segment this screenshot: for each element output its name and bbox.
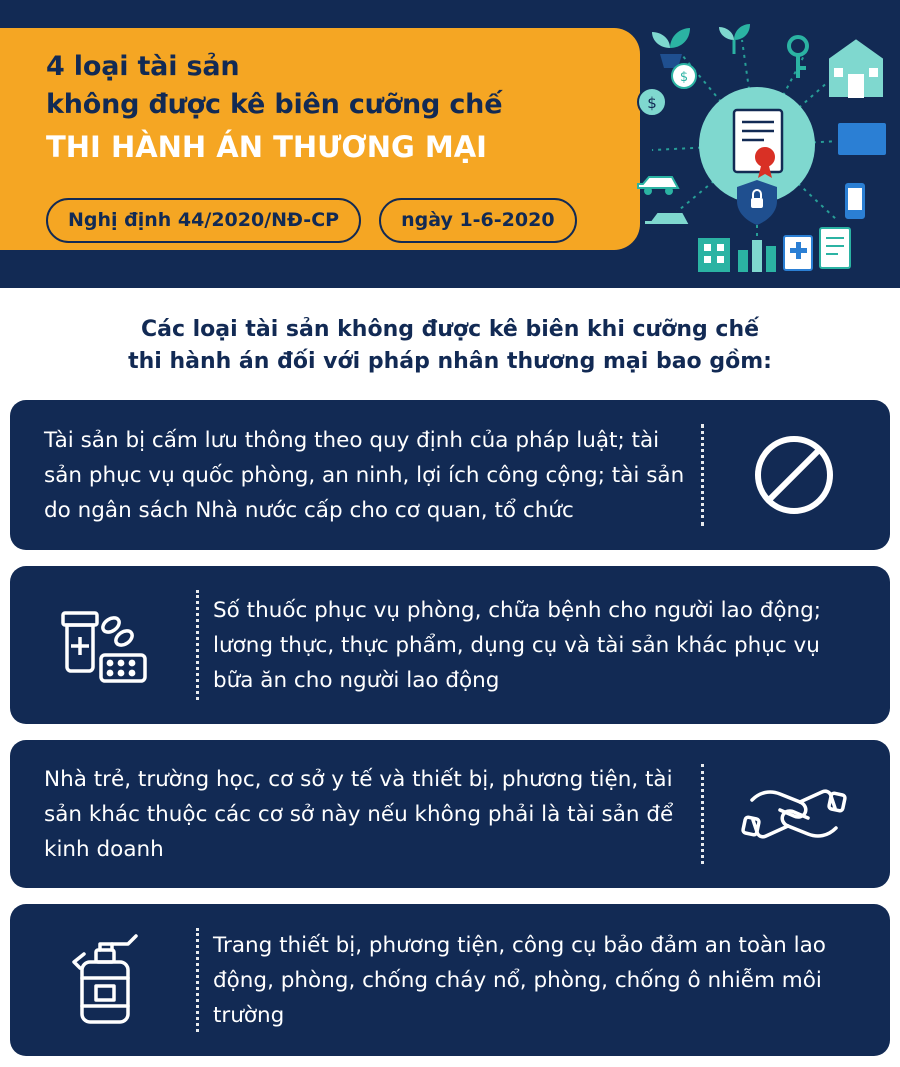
card-medicine-food [10, 566, 890, 724]
key-icon [789, 37, 807, 78]
house-icon [828, 38, 884, 98]
medicine-bottle-pills-icon [51, 591, 161, 699]
fire-extinguisher-icon [56, 928, 156, 1032]
intro-line2: thi hành án đối với pháp nhân thương mại bao gồm: [128, 349, 772, 374]
card-4-divider [196, 928, 199, 1032]
car-icon [644, 212, 690, 234]
card-1-text: Tài sản bị cấm lưu thông theo quy định của pháp luật; tài sản phục vụ quốc phòng, an ninh, lợi ích công cộng; tài sản do ngân sách Nhà nước cấp cho cơ quan, tổ chức [44, 427, 685, 523]
sprout-icon [719, 24, 750, 54]
svg-text:$: $ [647, 94, 657, 112]
card-4-text: Trang thiết bị, phương tiện, công cụ bảo đảm an toàn lao động, phòng, chống cháy nổ, phòng, chống ô nhiễm môi trường [213, 932, 826, 1028]
intro-text [40, 314, 860, 378]
card-1-divider [701, 424, 704, 526]
header [0, 0, 900, 288]
car-secondary-icon [638, 177, 678, 195]
health-document-icon [784, 236, 812, 270]
cards-list [0, 400, 900, 1056]
card-3-text: Nhà trẻ, trường học, cơ sở y tế và thiết bị, phương tiện, tài sản khác thuộc các cơ sở này nếu không phải là tài sản để kinh doanh [44, 766, 674, 862]
card-schools-clinics [10, 740, 890, 888]
header-title-line2: không được kê biên cưỡng chế [46, 89, 503, 120]
header-pills [46, 198, 577, 243]
money-coin-icon [638, 88, 666, 116]
header-title-line3: THI HÀNH ÁN THƯƠNG MẠI [46, 130, 487, 164]
card-2-iconbox [16, 591, 196, 699]
shield-lock-icon [737, 180, 777, 225]
no-entry-icon [748, 429, 840, 521]
card-safety-equipment [10, 904, 890, 1056]
building-icon [698, 238, 730, 272]
money-coin-secondary-icon [672, 64, 696, 88]
intro-line1: Các loại tài sản không được kê biên khi cưỡng chế [140, 317, 760, 342]
card-2-divider [196, 590, 199, 700]
card-3-iconbox [704, 766, 884, 862]
card-4-iconbox [16, 928, 196, 1032]
mobile-phone-icon [844, 182, 866, 220]
header-title-line1: 4 loại tài sản [46, 51, 240, 82]
decree-badge: Nghị định 44/2020/NĐ-CP [46, 198, 361, 243]
date-badge: ngày 1-6-2020 [379, 198, 576, 243]
bar-chart-icon [738, 240, 776, 272]
card-prohibited-assets [10, 400, 890, 550]
monitor-icon [837, 122, 887, 168]
header-illustration [622, 10, 892, 280]
card-3-divider [701, 764, 704, 864]
certificate-document-icon [734, 110, 782, 178]
hands-giving-icon [738, 766, 850, 862]
card-1-iconbox [704, 429, 884, 521]
header-title-group [46, 48, 606, 168]
plant-growth-icon [652, 28, 690, 68]
documents-icon [820, 228, 850, 268]
svg-text:$: $ [679, 70, 689, 85]
card-2-text: Số thuốc phục vụ phòng, chữa bệnh cho người lao động; lương thực, thực phẩm, dụng cụ và tài sản khác phục vụ bữa ăn cho người lao động [213, 597, 822, 693]
